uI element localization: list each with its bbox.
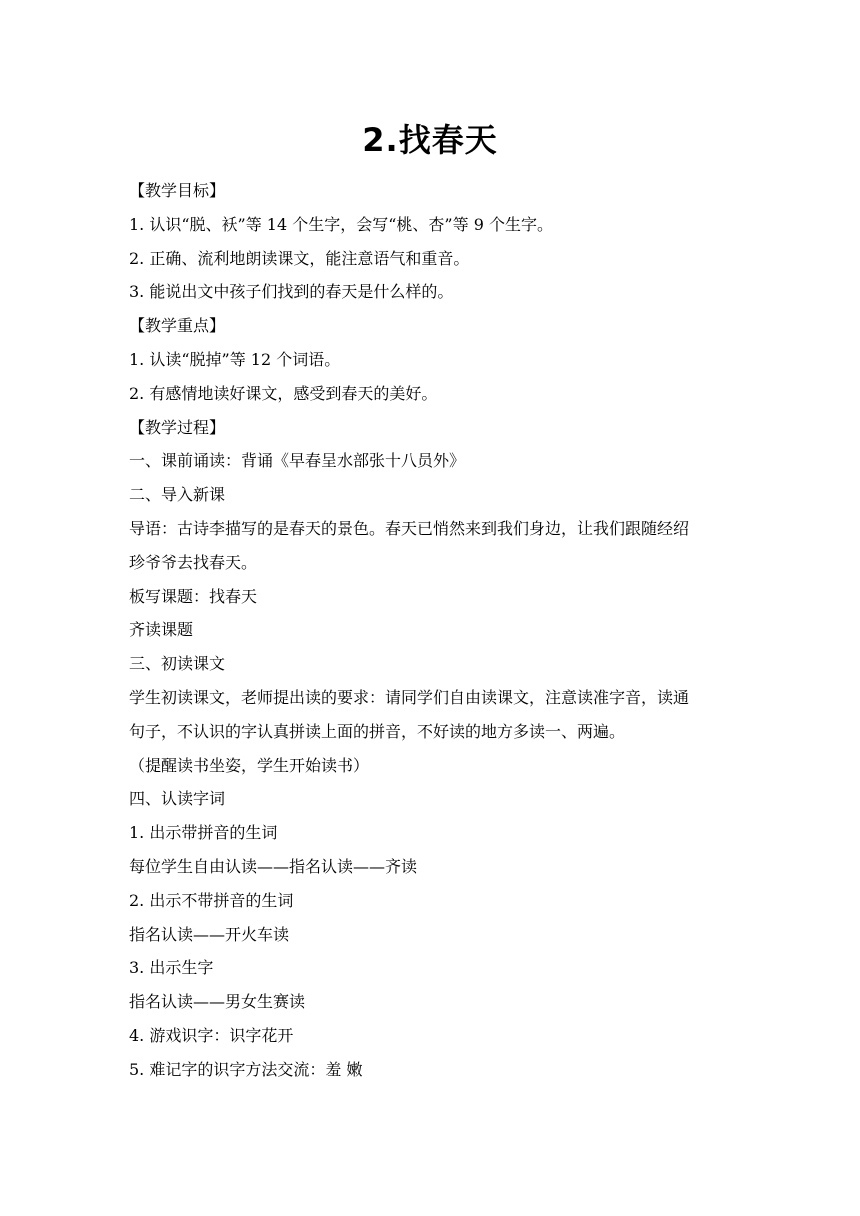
- process-step-first-reading: 三、初读课文: [129, 654, 226, 674]
- list-item: 1. 出示带拼音的生词: [129, 823, 278, 843]
- paragraph-line: 板写课题：找春天: [129, 586, 258, 606]
- paragraph-line: 指名认读——开火车读: [129, 924, 290, 944]
- list-item: 2. 出示不带拼音的生词: [129, 890, 294, 910]
- process-step-introduction: 二、导入新课: [129, 485, 226, 505]
- key-point-item-1: 1. 认读“脱掉”等 12 个词语。: [129, 349, 341, 369]
- paragraph-line: 珍爷爷去找春天。: [129, 552, 258, 572]
- list-item: 3. 出示生字: [129, 958, 214, 978]
- paragraph-line: 学生初读课文，老师提出读的要求：请同学们自由读课文，注意读准字音，读通: [129, 687, 690, 707]
- paragraph-line: （提醒读书坐姿，学生开始读书）: [129, 755, 370, 775]
- document-title: 2.找春天: [362, 121, 498, 159]
- process-step-vocabulary: 四、认读字词: [129, 789, 226, 809]
- section-heading-key-points: 【教学重点】: [129, 316, 226, 336]
- objective-item-3: 3. 能说出文中孩子们找到的春天是什么样的。: [129, 282, 454, 302]
- document-body: [129, 174, 749, 1087]
- objective-item-2: 2. 正确、流利地朗读课文，能注意语气和重音。: [129, 248, 470, 268]
- list-item: 5. 难记字的识字方法交流：羞 嫩: [129, 1059, 363, 1079]
- list-item: 4. 游戏识字：识字花开: [129, 1025, 294, 1045]
- objective-item-1: 1. 认识“脱、袄”等 14 个生字，会写“桃、杏”等 9 个生字。: [129, 214, 553, 234]
- key-point-item-2: 2. 有感情地读好课文，感受到春天的美好。: [129, 383, 438, 403]
- paragraph-line: 齐读课题: [129, 620, 194, 640]
- section-heading-objectives: 【教学目标】: [129, 181, 226, 200]
- section-heading-process: 【教学过程】: [129, 417, 226, 437]
- paragraph-line: 导语：古诗李描写的是春天的景色。春天已悄然来到我们身边，让我们跟随经绍: [129, 518, 690, 538]
- paragraph-line: 每位学生自由认读——指名认读——齐读: [129, 856, 418, 876]
- paragraph-line: 指名认读——男女生赛读: [129, 992, 306, 1012]
- paragraph-line: 句子，不认识的字认真拼读上面的拼音，不好读的地方多读一、两遍。: [129, 721, 626, 741]
- process-step-recitation: 一、课前诵读：背诵《早春呈水部张十八员外》: [129, 451, 466, 471]
